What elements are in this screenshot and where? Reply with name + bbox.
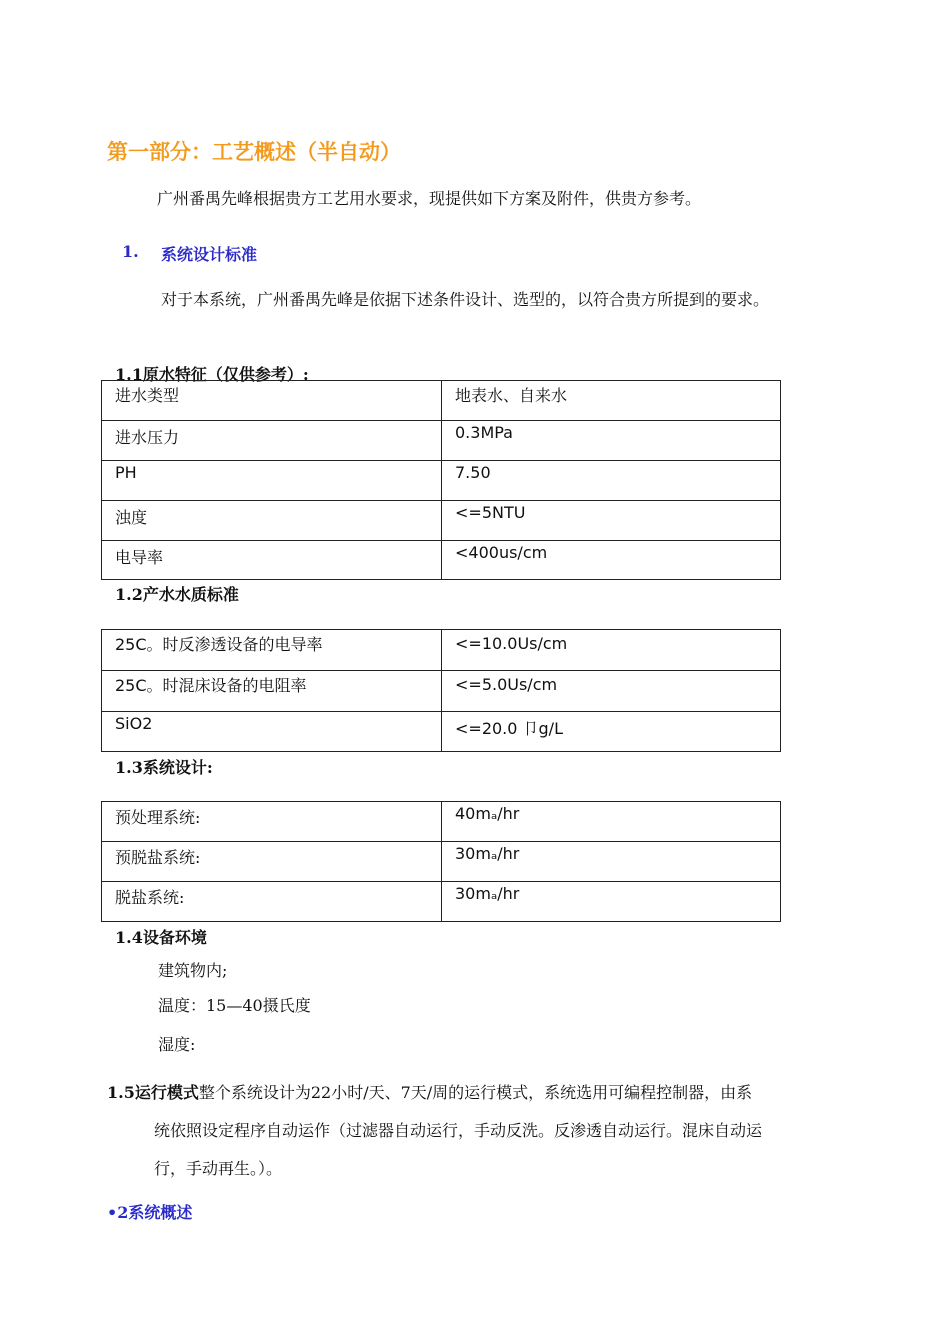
product-water-heading: 1.2产水水质标准 (115, 585, 239, 604)
table-row (102, 630, 781, 671)
table-row (102, 671, 781, 712)
table-row (102, 421, 781, 461)
raw-water-heading: 1.1原水特征（仅供参考）: (115, 365, 309, 384)
table-cell-value: <=20.0 卩g/L (442, 712, 781, 752)
system-design-heading: 1.3系统设计: (115, 758, 213, 777)
table-row (102, 461, 781, 501)
environment-line-location: 建筑物内; (158, 961, 228, 980)
product-water-table (101, 629, 781, 752)
raw-water-table (101, 380, 781, 580)
table-cell-key: PH (102, 461, 442, 501)
operation-text-1: 整个系统设计为22小时/天、7天/周的运行模式，系统选用可编程控制器，由系 (198, 1083, 753, 1102)
table-cell-value: 40mₐ/hr (442, 802, 781, 842)
table-cell-key: 进水压力 (102, 421, 442, 461)
table-cell-value: <=10.0Us/cm (442, 630, 781, 671)
table-cell-key: 脱盐系统: (102, 882, 442, 922)
table-cell-value: 30mₐ/hr (442, 882, 781, 922)
operation-paragraph-line-3: 行，手动再生。）。 (154, 1159, 283, 1178)
table-row (102, 381, 781, 421)
table-cell-value: <=5.0Us/cm (442, 671, 781, 712)
table-cell-key: 电导率 (102, 541, 442, 580)
page-title: 第一部分：工艺概述（半自动） (107, 139, 401, 164)
table-row (102, 842, 781, 882)
table-cell-value: 30mₐ/hr (442, 842, 781, 882)
table-cell-key: 浊度 (102, 501, 442, 541)
section-1-text: 对于本系统，广州番禺先峰是依据下述条件设计、选型的，以符合贵方所提到的要求。 (161, 290, 770, 309)
table-cell-value: <400us/cm (442, 541, 781, 580)
table-cell-key: SiO2 (102, 712, 442, 752)
table-cell-value: 地表水、自来水 (442, 381, 781, 421)
section-1-heading: 系统设计标准 (161, 245, 258, 264)
environment-heading: 1.4设备环境 (115, 928, 207, 947)
system-design-table (101, 801, 781, 922)
table-row (102, 802, 781, 842)
table-cell-key: 进水类型 (102, 381, 442, 421)
intro-paragraph: 广州番禺先峰根据贵方工艺用水要求，现提供如下方案及附件，供贵方参考。 (157, 189, 702, 208)
table-row (102, 501, 781, 541)
operation-heading: 1.5运行模式 (107, 1083, 199, 1102)
table-cell-key: 预脱盐系统: (102, 842, 442, 882)
table-cell-key: 25C。时混床设备的电阻率 (102, 671, 442, 712)
environment-line-humidity: 湿度: (158, 1035, 196, 1054)
table-cell-key: 25C。时反渗透设备的电导率 (102, 630, 442, 671)
table-cell-value: 0.3MPa (442, 421, 781, 461)
operation-paragraph-line-2: 统依照设定程序自动运作（过滤器自动运行，手动反洗。反渗透自动运行。混床自动运 (154, 1121, 763, 1140)
section-1-number: 1. (122, 242, 139, 261)
table-cell-key: 预处理系统: (102, 802, 442, 842)
table-cell-value: 7.50 (442, 461, 781, 501)
table-row (102, 882, 781, 922)
table-row (102, 541, 781, 580)
section-2-heading: •2系统概述 (107, 1203, 193, 1222)
operation-paragraph-line-1 (107, 1080, 752, 1103)
environment-line-temperature: 温度：15—40摄氏度 (158, 996, 311, 1015)
table-cell-value: <=5NTU (442, 501, 781, 541)
table-row (102, 712, 781, 752)
